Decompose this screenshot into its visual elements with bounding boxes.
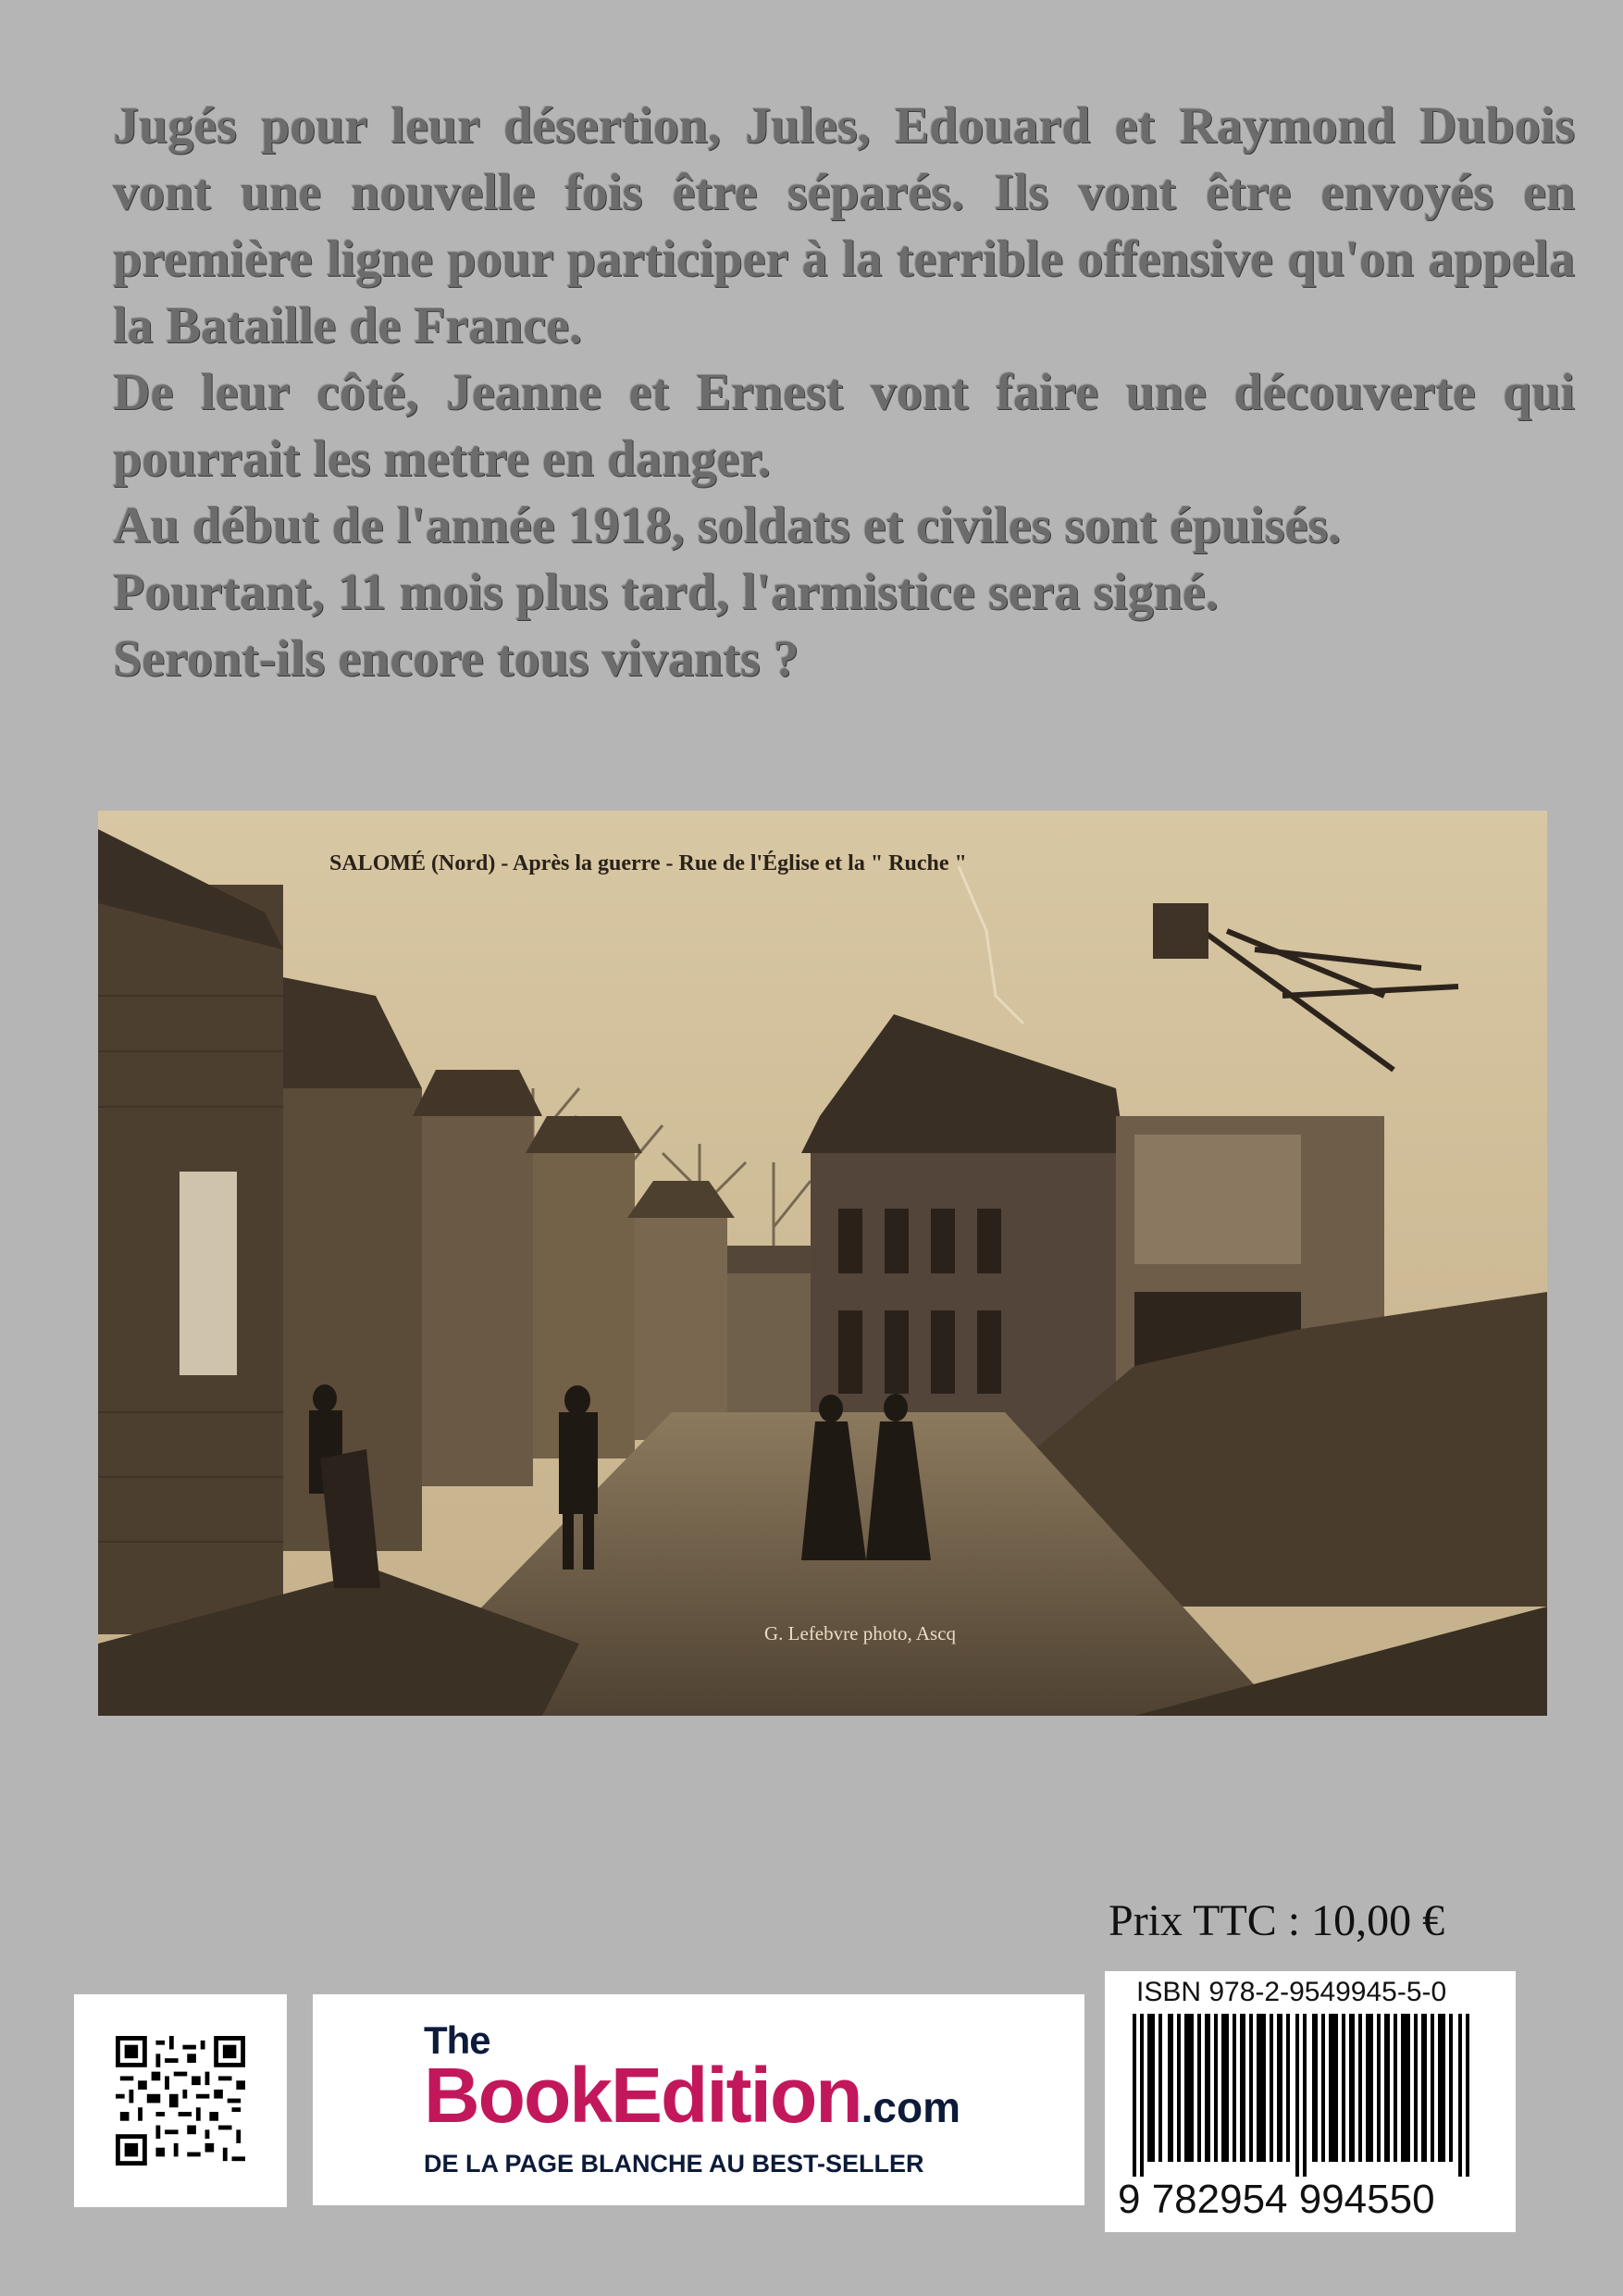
vintage-postcard-photo — [98, 811, 1547, 1716]
blurb-paragraph: Seront-ils encore tous vivants ? — [113, 630, 799, 688]
qr-code-icon — [116, 2036, 245, 2166]
barcode-digits: 9 782954 994550 — [1118, 2177, 1435, 2222]
isbn-barcode — [1105, 1971, 1516, 2232]
publisher-name: BookEdition — [424, 2052, 861, 2139]
back-cover-blurb — [113, 93, 1575, 692]
isbn-label: ISBN 978-2-9549945-5-0 — [1136, 1977, 1447, 2007]
blurb-paragraph: De leur côté, Jeanne et Ernest vont faire une découverte qui pourrait les mettre en danger. — [113, 364, 1575, 488]
blurb-paragraph: Jugés pour leur désertion, Jules, Edouard et Raymond Dubois vont une nouvelle fois être séparés. Ils vont être envoyés en première ligne pour participer à la terrible offensive qu'on appela la Bataille de France. — [113, 97, 1575, 354]
postcard-caption: SALOMÉ (Nord) - Après la guerre - Rue de l'Église et la " Ruche " — [329, 851, 967, 875]
price-label: Prix TTC : 10,00 € — [1109, 1896, 1445, 1945]
publisher-logo — [313, 1994, 1084, 2205]
publisher-logo-wordmark — [424, 2054, 960, 2149]
postcard-photographer-credit: G. Lefebvre photo, Ascq — [764, 1622, 957, 1644]
publisher-domain-suffix: .com — [861, 2083, 960, 2131]
blurb-paragraph: Au début de l'année 1918, soldats et civiles sont épuisés. — [113, 497, 1341, 554]
barcode-icon — [1114, 2014, 1506, 2177]
publisher-logo-the: The — [424, 2018, 490, 2062]
publisher-tagline: DE LA PAGE BLANCHE AU BEST-SELLER — [424, 2150, 924, 2178]
blurb-paragraph: Pourtant, 11 mois plus tard, l'armistice sera signé. — [113, 564, 1219, 621]
qr-code-card — [74, 1994, 287, 2207]
